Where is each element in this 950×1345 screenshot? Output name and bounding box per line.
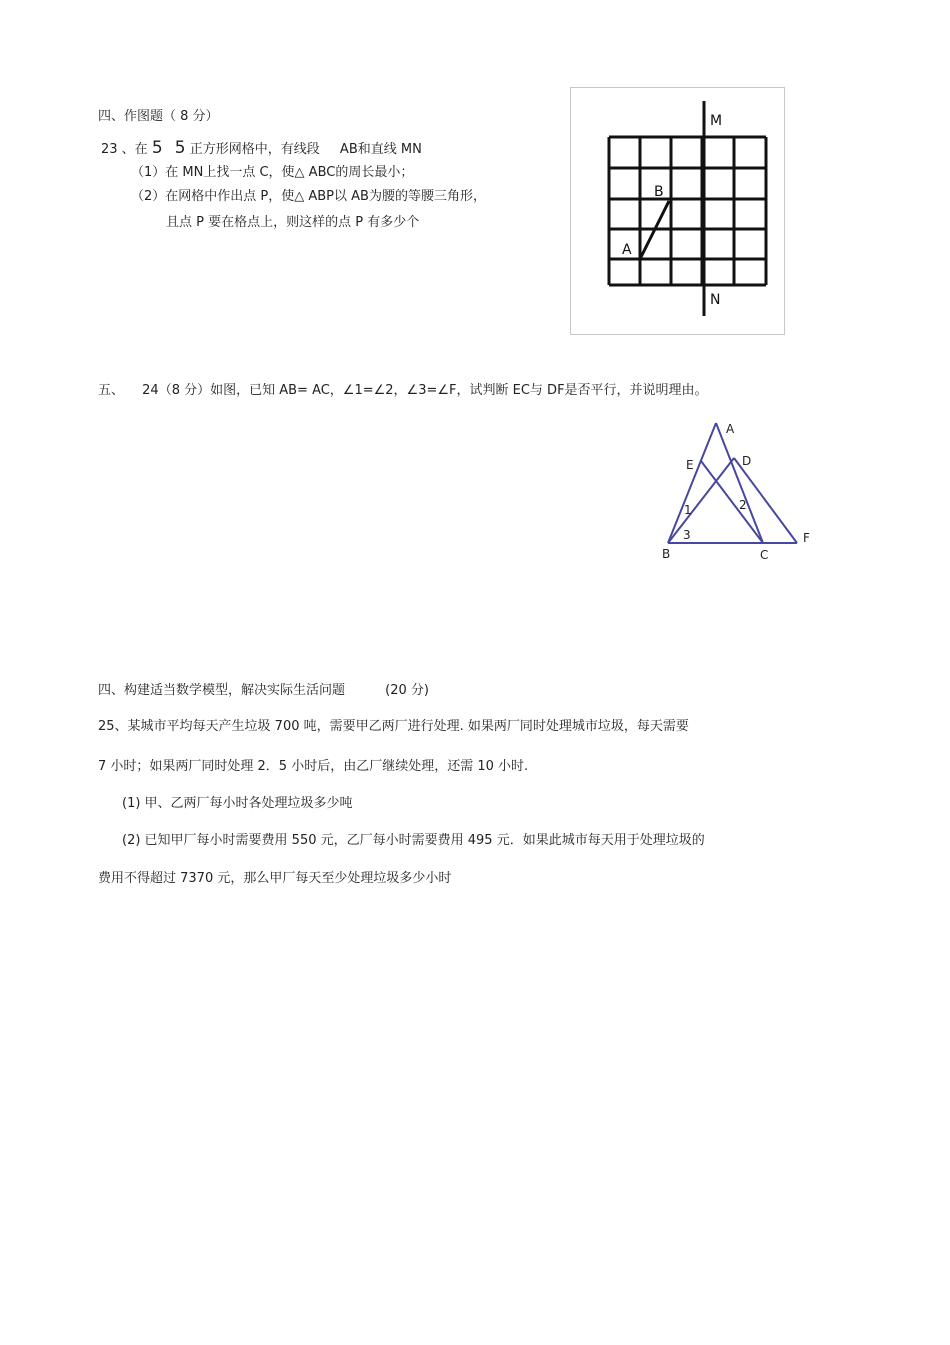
label-d: D <box>742 454 752 468</box>
q23-part1: （1）在 MN上找一点 C，使△ ABC的周长最小； <box>131 165 414 180</box>
q25-part2-line2: 费用不得超过 7370 元，那么甲厂每天至少处理垃圾多少小时 <box>98 871 452 886</box>
q25-part1: (1) 甲、乙两厂每小时各处理垃圾多少吨 <box>122 796 353 811</box>
grid-figure-frame <box>571 88 785 335</box>
q23-grid-figure <box>570 87 785 335</box>
q23-grid-size-2: 5 <box>174 138 186 158</box>
q25-heading-score: (20 分) <box>385 683 429 698</box>
q24-section-heading: 五、 <box>98 383 125 398</box>
q24-statement: 24（8 分）如图，已知 AB= AC，∠1=∠2，∠3=∠F，试判断 EC与 DF是否平行，并说明理由。 <box>142 383 708 398</box>
label-1: 1 <box>684 503 692 517</box>
label-c: C <box>760 548 769 562</box>
q23-stem-prefix: 23 、在 <box>101 142 148 157</box>
q25-line2: 7 小时；如果两厂同时处理 2．5 小时后，由乙厂继续处理，还需 10 小时. <box>98 759 529 774</box>
triangle-lines <box>668 423 797 543</box>
label-a: A <box>726 422 735 436</box>
q25-part2-line1: (2) 已知甲厂每小时需要费用 550 元，乙厂每小时需要费用 495 元．如果此城市每天用于处理垃圾的 <box>122 833 705 848</box>
grid-lines <box>609 137 766 285</box>
label-f: F <box>803 531 810 545</box>
label-m: M <box>710 113 723 129</box>
q23-part2-line1: （2）在网格中作出点 P，使△ ABP以 AB为腰的等腰三角形， <box>131 189 486 204</box>
label-a: A <box>622 242 632 258</box>
q24-triangle-figure <box>655 418 820 568</box>
label-2: 2 <box>739 498 747 512</box>
q25-section-heading <box>98 683 429 699</box>
label-e: E <box>686 458 694 472</box>
label-n: N <box>710 292 721 308</box>
q23-stem <box>101 140 422 158</box>
q25-line1: 25、某城市平均每天产生垃圾 700 吨，需要甲乙两厂进行处理. 如果两厂同时处理城市垃圾，每天需要 <box>98 719 689 734</box>
q23-stem-middle: 正方形网格中，有线段 <box>189 142 320 157</box>
label-3: 3 <box>683 528 691 542</box>
label-b: B <box>662 547 671 561</box>
q25-heading-text: 四、构建适当数学模型，解决实际生活问题 <box>98 683 346 698</box>
q23-part2-line2: 且点 P 要在格点上，则这样的点 P 有多少个 <box>166 215 420 230</box>
q23-grid-size-1: 5 <box>151 138 163 158</box>
q24-text <box>98 383 708 399</box>
q23-stem-suffix: AB和直线 MN <box>339 142 422 157</box>
q23-section-heading: 四、作图题（ 8 分） <box>98 109 219 124</box>
label-b: B <box>654 184 664 200</box>
